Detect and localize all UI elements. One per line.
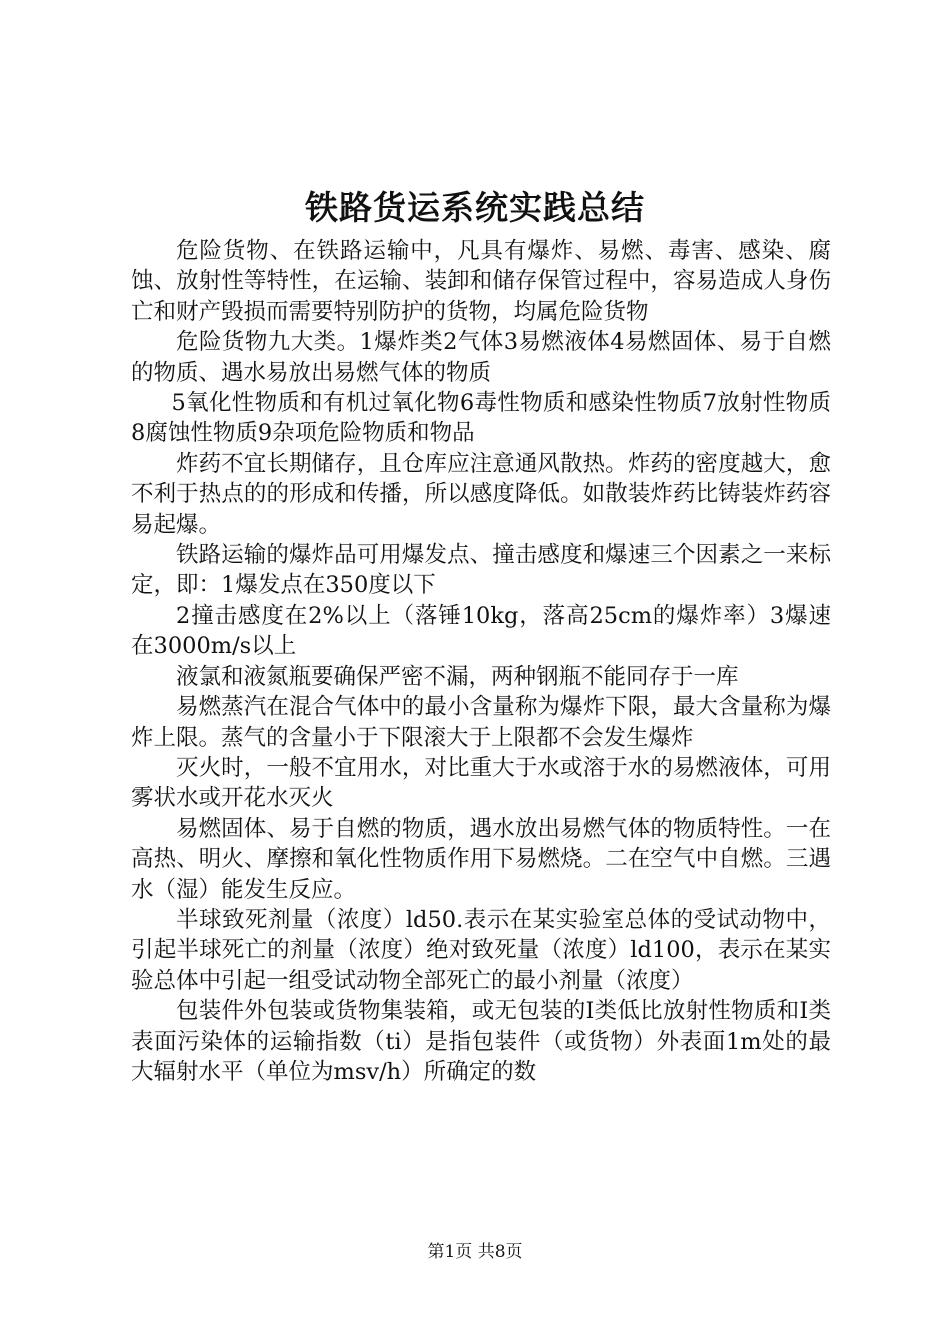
paragraph-classes-five-to-nine: 5氧化性物质和有机过氧化物6毒性物质和感染性物质7放射性物质8腐蚀性物质9杂项危险物质和物品 [131,390,831,447]
paragraph-explosion-limits: 易燃蒸汽在混合气体中的最小含量称为爆炸下限，最大含量称为爆炸上限。蒸气的含量小于下限滚大于上限都不会发生爆炸 [131,694,831,751]
paragraph-explosive-storage: 炸药不宜长期储存，且仓库应注意通风散热。炸药的密度越大，愈不利于热点的的形成和传播，所以感度降低。如散装炸药比铸装炸药容易起爆。 [131,450,831,538]
paragraph-lethal-dose: 半球致死剂量（浓度）ld50.表示在某实验室总体的受试动物中，引起半球死亡的剂量（浓度）绝对致死量（浓度）ld100，表示在某实验总体中引起一组受试动物全部死亡的最小剂量（浓度） [131,906,831,994]
page-number-footer: 第1页 共8页 [427,1242,523,1262]
paragraph-flammable-solids: 易燃固体、易于自燃的物质，遇水放出易燃气体的物质特性。一在高热、明火、摩擦和氧化性物质作用下易燃烧。二在空气中自燃。三遇水（湿）能发生反应。 [131,815,831,903]
paragraph-impact-sensitivity: 2撞击感度在2%以上（落锤10kg，落高25cm的爆炸率）3爆速在3000m/s以上 [131,602,831,660]
paragraph-fire-fighting: 灭火时，一般不宜用水，对比重大于水或溶于水的易燃液体，可用雾状水或开花水灭火 [131,754,831,812]
document-body [131,236,831,1087]
document-title: 铁路货运系统实践总结 [305,188,645,227]
paragraph-nine-classes: 危险货物九大类。1爆炸类2气体3易燃液体4易燃固体、易于自燃的物质、遇水易放出易燃气体的物质 [131,329,831,386]
paragraph-explosive-criteria: 铁路运输的爆炸品可用爆发点、撞击感度和爆速三个因素之一来标定，即：1爆发点在350度以下 [131,542,831,599]
paragraph-dangerous-goods-definition: 危险货物、在铁路运输中，凡具有爆炸、易燃、毒害、感染、腐蚀、放射性等特性，在运输、装卸和储存保管过程中，容易造成人身伤亡和财产毁损而需要特别防护的货物，均属危险货物 [131,238,831,325]
paragraph-transport-index: 包装件外包装或货物集装箱，或无包装的Ⅰ类低比放射性物质和Ⅰ类表面污染体的运输指数（ti）是指包装件（或货物）外表面1m处的最大辐射水平（单位为msv/h）所确定的数 [131,998,831,1085]
paragraph-chlorine-cylinders: 液氯和液氮瓶要确保严密不漏，两种钢瓶不能同存于一库 [176,663,739,690]
